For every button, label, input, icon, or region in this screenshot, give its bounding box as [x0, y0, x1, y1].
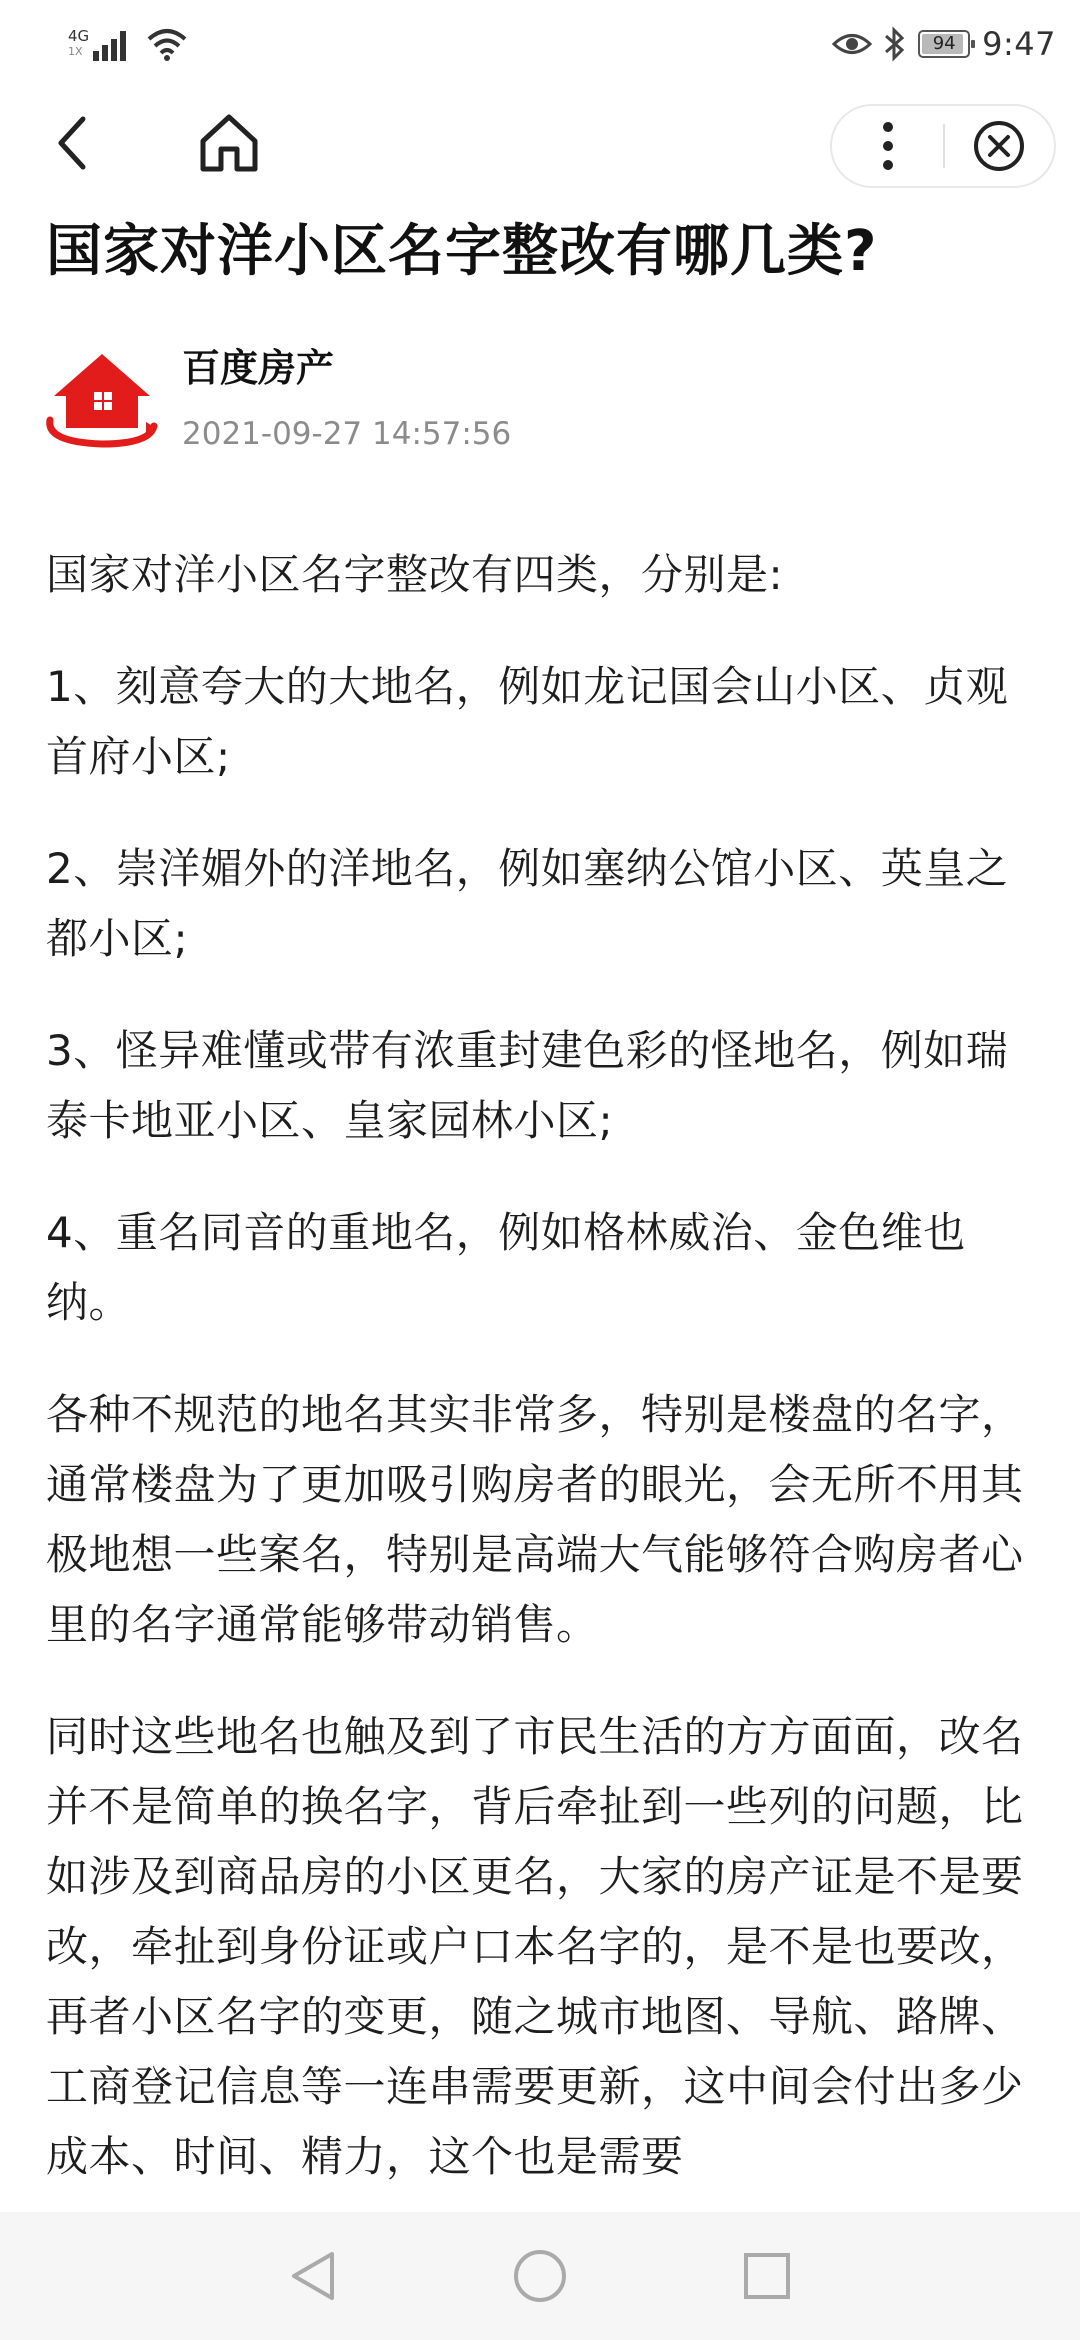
network-type: [68, 29, 89, 59]
eye-comfort-icon: [832, 29, 872, 59]
paragraph: 1、刻意夸大的大地名，例如龙记国会山小区、贞观首府小区;: [46, 662, 1009, 781]
bluetooth-icon: [882, 26, 908, 62]
status-time: 9:47: [982, 25, 1056, 63]
publish-date: 2021-09-27 14:57:56: [182, 416, 512, 452]
system-recents-button[interactable]: [727, 2236, 807, 2316]
more-button[interactable]: [832, 106, 943, 186]
status-left: [68, 24, 189, 64]
home-button[interactable]: [190, 104, 268, 182]
author-name[interactable]: 百度房产: [182, 346, 335, 390]
circle-home-icon: [512, 2248, 568, 2304]
triangle-back-icon: [288, 2248, 338, 2304]
battery-icon: [918, 30, 970, 58]
paragraph: 3、怪异难懂或带有浓重封建色彩的怪地名，例如瑞泰卡地亚小区、皇家园林小区;: [46, 1026, 1009, 1145]
system-nav-bar: [0, 2212, 1080, 2340]
system-home-button[interactable]: [500, 2236, 580, 2316]
close-circle-icon: [972, 119, 1026, 173]
status-right: [832, 22, 1056, 66]
top-nav: [0, 90, 1080, 200]
signal-icon: [93, 27, 133, 61]
network-sub-label: 1X: [68, 45, 83, 58]
paragraph: 2、崇洋媚外的洋地名，例如塞纳公馆小区、英皇之都小区;: [46, 844, 1009, 963]
square-recents-icon: [742, 2251, 792, 2301]
battery-level: 94: [932, 33, 956, 54]
paragraph: 4、重名同音的重地名，例如格林威治、金色维也纳。: [46, 1208, 966, 1327]
network-type-label: 4G: [68, 27, 90, 45]
paragraph: 国家对洋小区名字整改有四类，分别是:: [46, 550, 784, 599]
more-vertical-icon: [880, 120, 896, 172]
back-button[interactable]: [38, 108, 108, 178]
author-info: [46, 330, 946, 470]
wifi-icon: [145, 27, 189, 61]
status-bar: [0, 0, 1080, 90]
mini-program-capsule: [830, 104, 1056, 188]
article-body: [46, 540, 1034, 2234]
article-title: 国家对洋小区名字整改有哪几类?: [46, 219, 878, 284]
home-icon: [197, 111, 261, 175]
house-logo-icon[interactable]: [46, 350, 158, 450]
chevron-left-icon: [53, 113, 93, 173]
paragraph: 同时这些地名也触及到了市民生活的方方面面，改名并不是简单的换名字，背后牵扯到一些列的问题，比如涉及到商品房的小区更名，大家的房产证是不是要改，牵扯到身份证或户口本名字的，是不是也要改，再者小区名字的变更，随之城市地图、导航、路牌、工商登记信息等一连串需要更新，这中间会付出多少成本、时间、精力，这个也是需要: [46, 1712, 1024, 2181]
paragraph: 各种不规范的地名其实非常多，特别是楼盘的名字，通常楼盘为了更加吸引购房者的眼光，会无所不用其极地想一些案名，特别是高端大气能够符合购房者心里的名字通常能够带动销售。: [46, 1390, 1024, 1649]
system-back-button[interactable]: [273, 2236, 353, 2316]
close-button[interactable]: [945, 106, 1054, 186]
